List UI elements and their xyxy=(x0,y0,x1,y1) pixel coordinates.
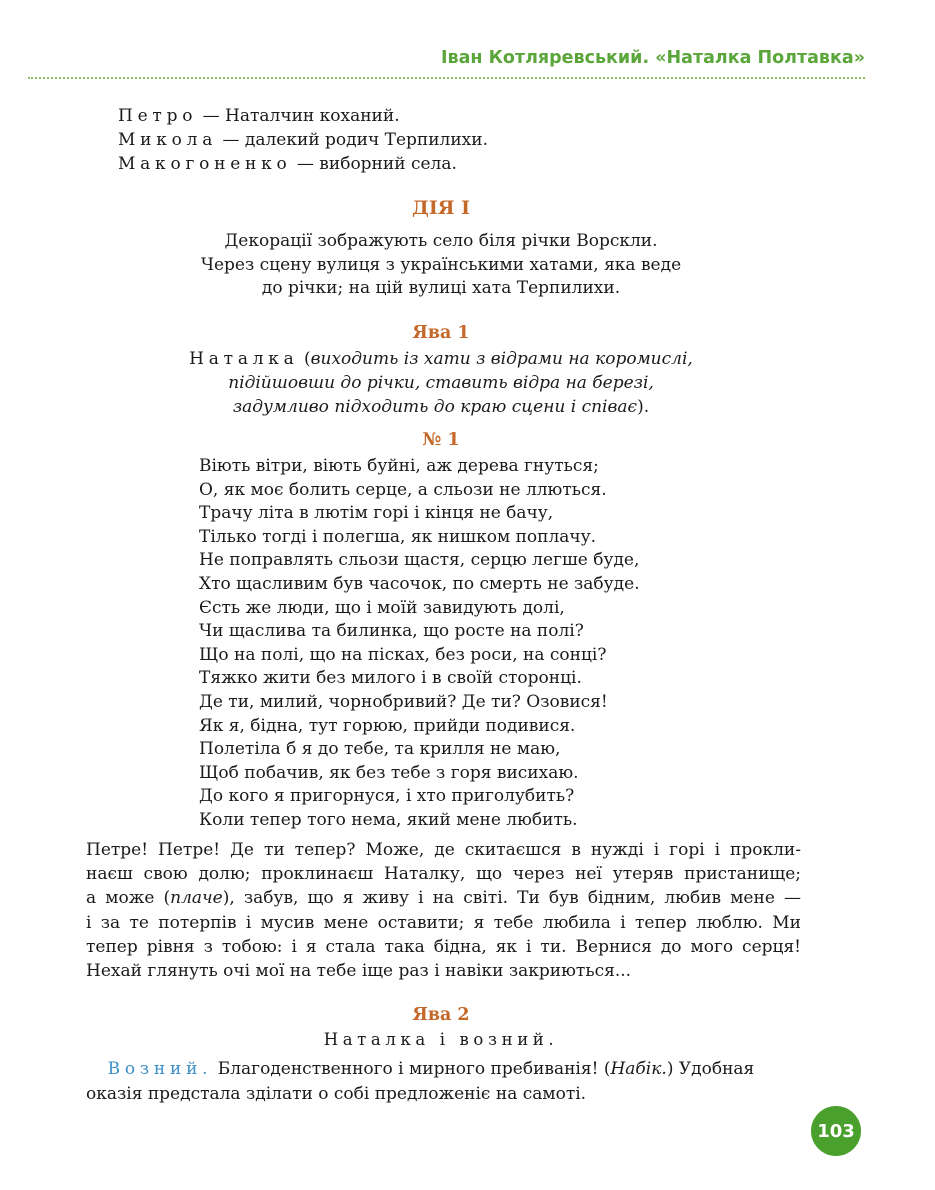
cast-desc: — Наталчин коханий. xyxy=(197,106,400,126)
cast-item xyxy=(118,104,488,128)
poem-line: Віють вітри, віють буйні, аж дерева гнуться; xyxy=(199,456,599,476)
cast-item xyxy=(118,152,488,176)
scene-2-stage-direction: Наталка і возний. xyxy=(323,1030,559,1049)
speaker-name: Возний. xyxy=(107,1059,213,1079)
scene-1-stage-direction xyxy=(80,347,802,419)
cast-name: Петро xyxy=(118,106,198,126)
scenery-line: Декорації зображують село біля річки Ворскли. xyxy=(224,231,658,251)
cast-item xyxy=(118,128,488,152)
dialog-paragraph xyxy=(86,1057,801,1106)
poem-line: Хто щасливим був часочок, по смерть не забуде. xyxy=(199,573,640,594)
page-number-badge: 103 xyxy=(811,1106,861,1156)
scenery-description xyxy=(80,230,802,301)
poem-line: Де ти, милий, чорнобривий? Де ти? Озовися! xyxy=(199,691,608,712)
stage-text: виходить із хати з відрами на коромислі, xyxy=(310,349,693,369)
poem-line: Тяжко жити без милого і в своїй сторонці. xyxy=(199,668,582,689)
cast-desc: — далекий родич Терпилихи. xyxy=(217,130,489,150)
poem-line: Що на полі, що на пісках, без роси, на сонці? xyxy=(199,644,607,665)
song-number: № 1 xyxy=(422,430,460,450)
song-lyrics xyxy=(199,455,640,833)
poem-line: Полетіла б я до тебе, та крилля не маю, xyxy=(199,739,561,760)
prose-line: і за те потерпів і мусив мене оставити; я тебе любила і тепер люблю. Ми xyxy=(86,912,801,933)
prose-line: тепер рівня з тобою: і я стала така бідна, як і ти. Вернися до мого серця! xyxy=(86,936,801,957)
monologue-paragraph xyxy=(86,838,801,983)
stage-line: Наталка (виходить із хати з відрами на коромислі, xyxy=(189,349,693,369)
cast-list xyxy=(118,104,488,176)
scenery-line: Через сцену вулиця з українськими хатами, яка веде xyxy=(200,254,682,275)
scene-2-title: Ява 2 xyxy=(412,1005,470,1025)
stage-text: Набік. xyxy=(610,1059,667,1079)
stage-line: задумливо підходить до краю сцени і співає). xyxy=(232,397,650,417)
stage-line xyxy=(80,371,802,395)
poem-line: Єсть же люди, що і моїй завидують долі, xyxy=(199,597,565,618)
prose-line: Нехай глянуть очі мої на тебе іще раз і навіки закриються... xyxy=(86,961,632,982)
act-title: ДІЯ І xyxy=(411,197,471,219)
cast-name: Макогоненко xyxy=(118,154,292,174)
cast-desc: — виборний села. xyxy=(291,154,457,174)
header-divider xyxy=(28,77,865,79)
poem-line: Тілько тогді і полегша, як нишком поплачу. xyxy=(199,526,597,547)
prose-line: а може (плаче), забув, що я живу і на світі. Ти був бідним, любив мене — xyxy=(86,888,801,909)
poem-line: Трачу літа в лютім горі і кінця не бачу, xyxy=(199,503,554,524)
prose-line: Петре! Петре! Де ти тепер? Може, де скитаєшся в нужді і горі і прокли- xyxy=(86,840,801,860)
poem-line: Щоб побачив, як без тебе з горя висихаю. xyxy=(199,762,579,783)
poem-line: О, як моє болить серце, а сльози не ллються. xyxy=(199,479,607,500)
dialog-line: Возний. Благоденственного і мирного пребиванія! (Набік.) Удобная xyxy=(107,1059,755,1079)
speaker-name: Наталка xyxy=(189,349,299,369)
poem-line: Не поправлять сльози щастя, серцю легше буде, xyxy=(199,550,640,571)
prose-line: наєш свою долю; проклинаєш Наталку, що через неї утеряв пристанище; xyxy=(86,864,801,885)
stage-text: задумливо підходить до краю сцени і співає xyxy=(232,397,638,417)
stage-text: плаче xyxy=(170,888,223,909)
poem-line: Коли тепер того нема, який мене любить. xyxy=(199,809,578,830)
poem-line: До кого я пригорнуся, і хто приголубить? xyxy=(199,786,575,807)
cast-name: Микола xyxy=(118,130,218,150)
poem-line: Як я, бідна, тут горюю, прийди подивися. xyxy=(199,715,576,736)
dialog-line: оказія предстала зділати о собі предложеніє на самоті. xyxy=(86,1083,587,1104)
poem-line: Чи щаслива та билинка, що росте на полі? xyxy=(199,621,584,642)
stage-text: підійшовши до річки, ставить відра на березі, xyxy=(228,373,654,393)
scene-1-title: Ява 1 xyxy=(412,323,470,343)
scenery-line: до річки; на цій вулиці хата Терпилихи. xyxy=(261,278,621,298)
running-header: Іван Котляревський. «Наталка Полтавка» xyxy=(441,48,865,68)
